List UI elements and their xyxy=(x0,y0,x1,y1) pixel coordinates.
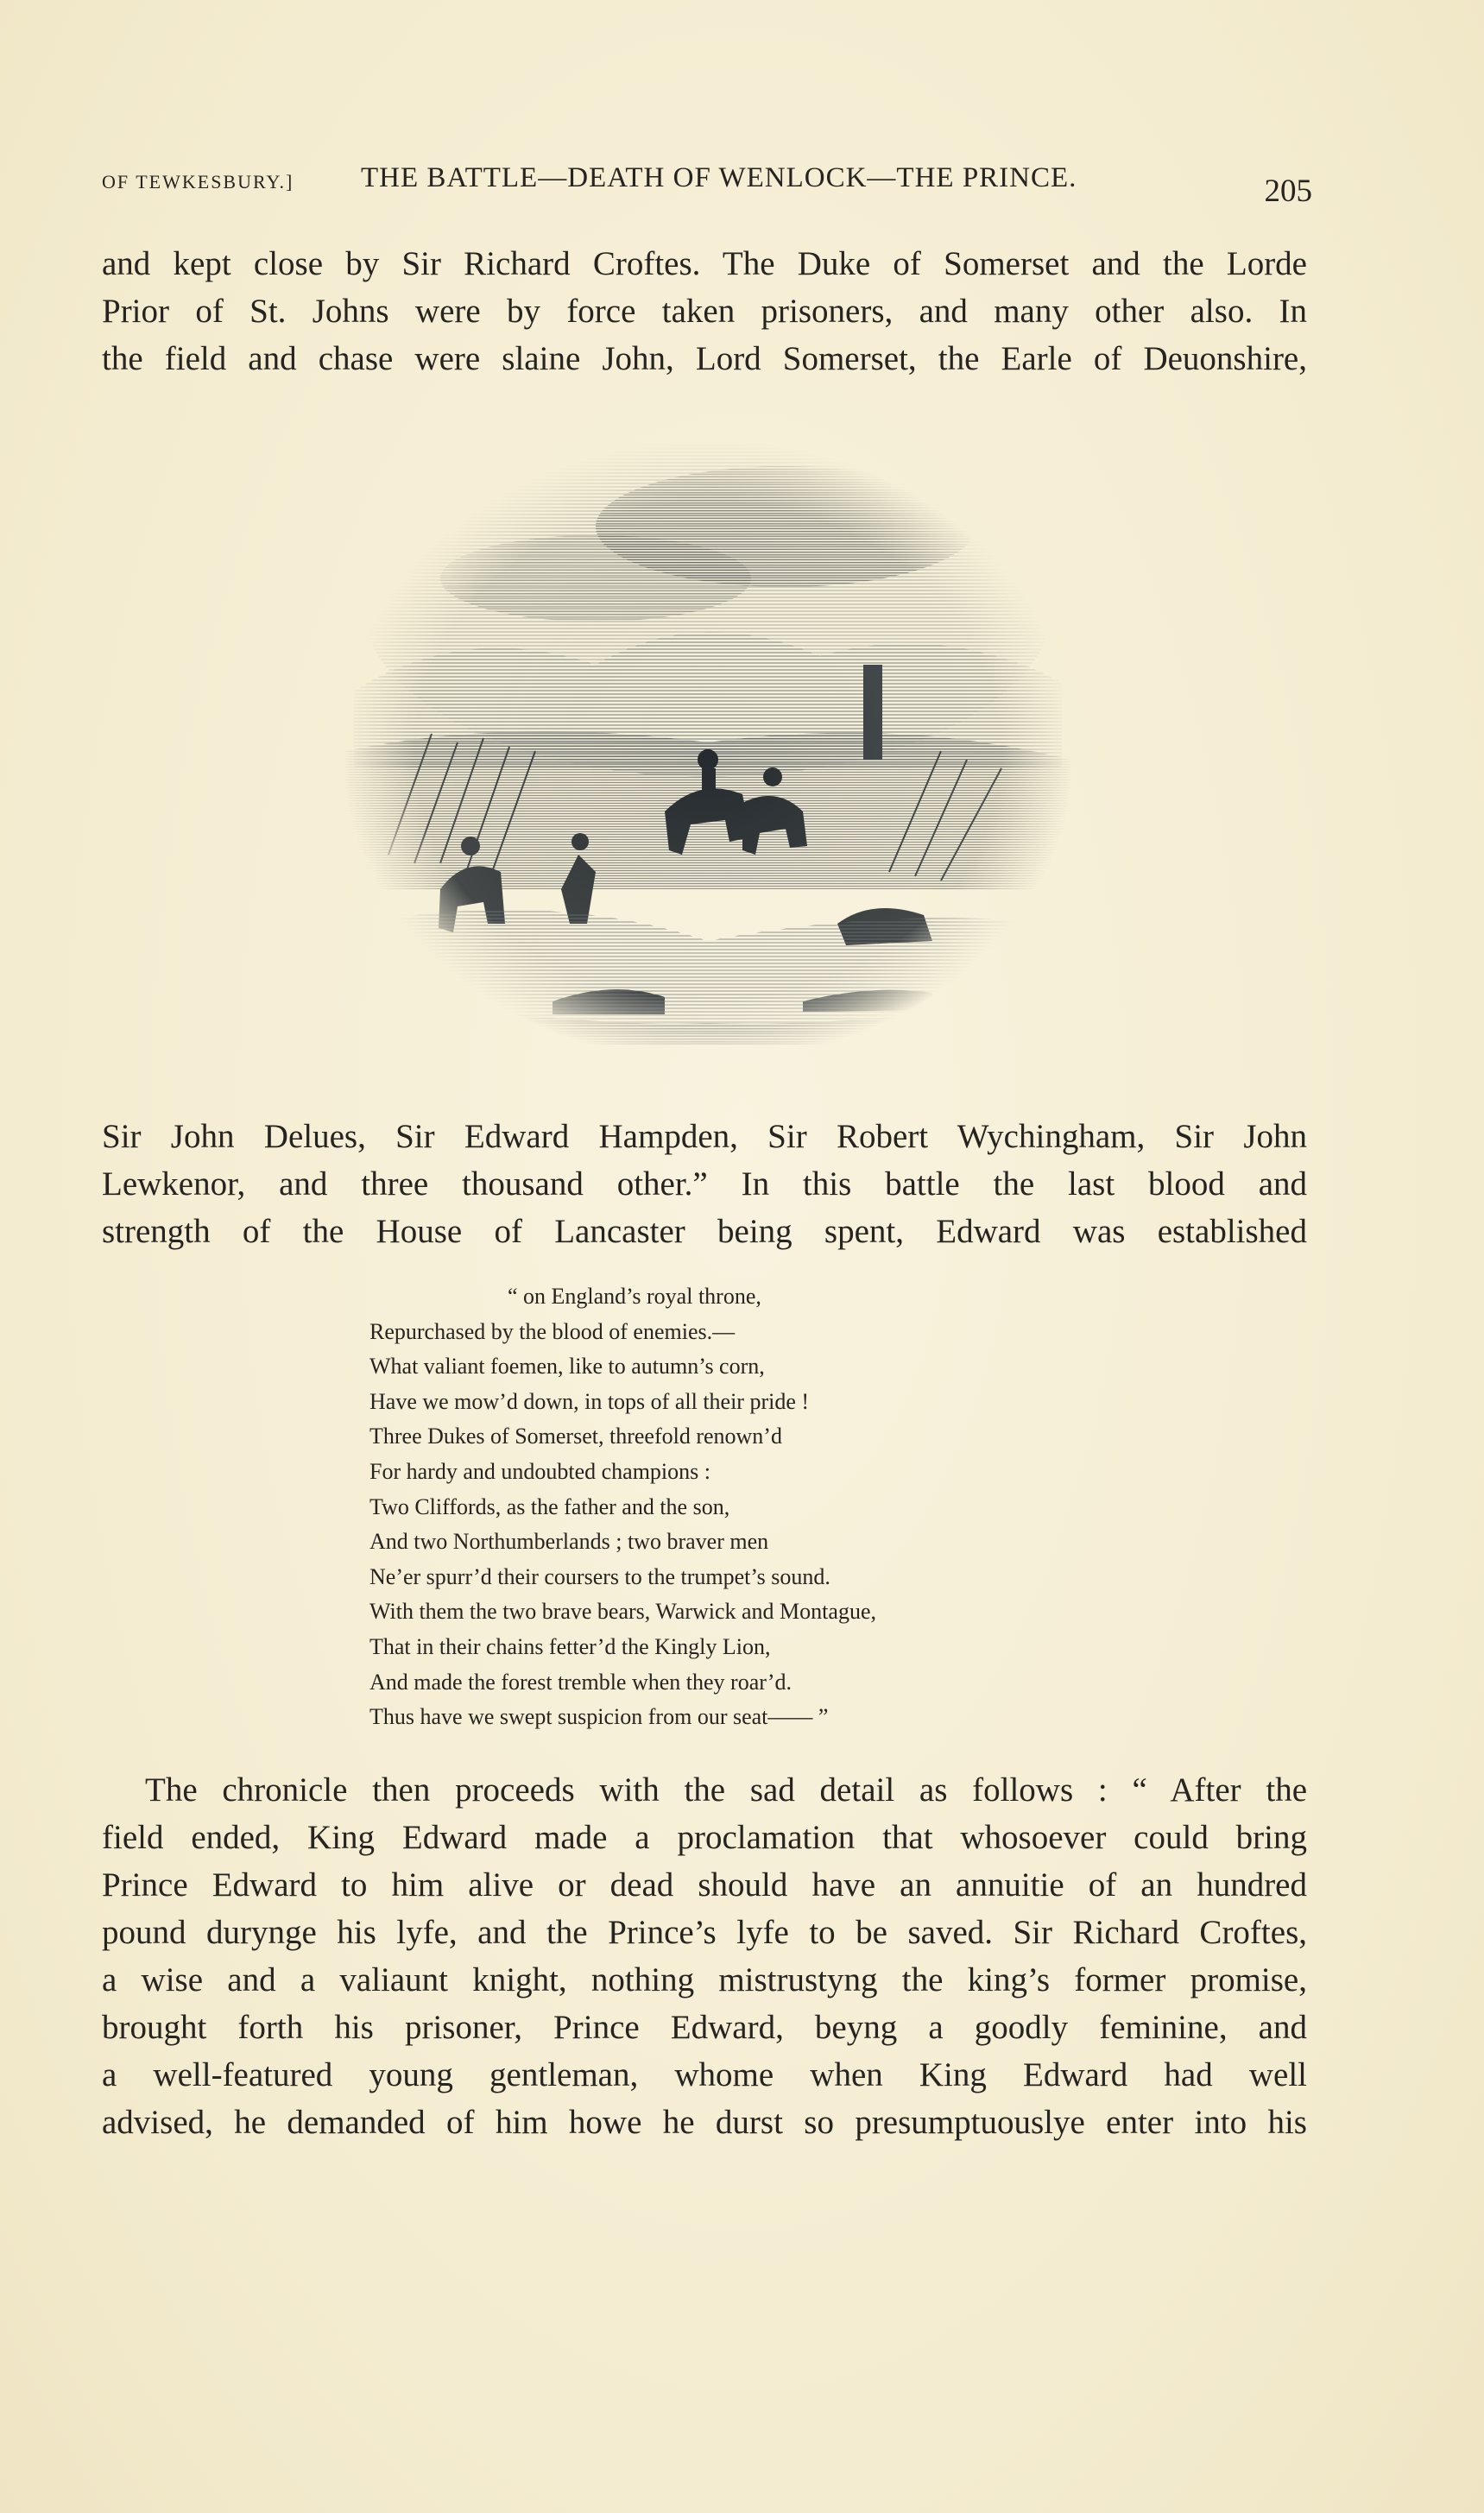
running-head xyxy=(102,162,1312,209)
text-line: Prior of St. Johns were by force taken prisoners, and many other also. In xyxy=(102,293,1307,330)
text-line: Lewkenor, and three thousand other.” In this battle the last blood and xyxy=(102,1165,1307,1203)
verse-line: Three Dukes of Somerset, threefold renown’d xyxy=(369,1424,782,1449)
verse-line: That in their chains fetter’d the Kingly Lion, xyxy=(369,1633,771,1659)
text-line: and kept close by Sir Richard Croftes. The Duke of Somerset and the Lorde xyxy=(102,245,1307,282)
verse-line: “ on England’s royal throne, xyxy=(508,1284,761,1309)
text-line: the field and chase were slaine John, Lord Somerset, the Earle of Deuonshire, xyxy=(102,340,1307,377)
verse-line: And two Northumberlands ; two braver men xyxy=(369,1529,769,1555)
running-head-section: OF TEWKESBURY.] xyxy=(102,171,294,193)
text-line: The chronicle then proceeds with the sad detail as follows : “ After the xyxy=(145,1771,1307,1809)
verse-line: For hardy and undoubted champions : xyxy=(369,1458,710,1484)
running-head-title: THE BATTLE—DEATH OF WENLOCK—THE PRINCE. xyxy=(361,162,1077,193)
verse-line: Ne’er spurr’d their coursers to the trumpet’s sound. xyxy=(369,1563,830,1589)
verse-line: What valiant foemen, like to autumn’s corn, xyxy=(369,1354,765,1380)
text-line: advised, he demanded of him howe he durst so presumptuouslye enter into his xyxy=(102,2104,1307,2141)
text-line: brought forth his prisoner, Prince Edward, beyng a goodly feminine, and xyxy=(102,2009,1307,2046)
text-line: a well-featured young gentleman, whome when King Edward had well xyxy=(102,2056,1307,2093)
page-number: 205 xyxy=(1264,174,1312,209)
paragraph-bottom xyxy=(102,1766,1307,2146)
verse-line: And made the forest tremble when they roar’d. xyxy=(369,1669,793,1695)
verse-line: Have we mow’d down, in tops of all their pride ! xyxy=(369,1388,810,1414)
text-line: strength of the House of Lancaster being spent, Edward was established xyxy=(102,1213,1307,1250)
verse-line: Thus have we swept suspicion from our seat—— ” xyxy=(369,1704,829,1730)
text-line: pound durynge his lyfe, and the Prince’s lyfe to be saved. Sir Richard Croftes, xyxy=(102,1914,1307,1951)
battle-engraving-image xyxy=(337,406,1079,1079)
paragraph-middle xyxy=(102,1113,1307,1255)
text-line: Prince Edward to him alive or dead should have an annuitie of an hundred xyxy=(102,1866,1307,1904)
verse-line: Repurchased by the blood of enemies.— xyxy=(369,1318,736,1344)
verse-quotation xyxy=(369,1279,876,1735)
text-line: a wise and a valiaunt knight, nothing mistrustyng the king’s former promise, xyxy=(102,1961,1307,1998)
text-line: Sir John Delues, Sir Edward Hampden, Sir Robert Wychingham, Sir John xyxy=(102,1118,1307,1155)
paragraph-top xyxy=(102,240,1307,382)
verse-line: With them the two brave bears, Warwick and Montague, xyxy=(369,1599,876,1625)
verse-line: Two Cliffords, as the father and the son, xyxy=(369,1493,730,1519)
text-line: field ended, King Edward made a proclamation that whosoever could bring xyxy=(102,1819,1307,1856)
